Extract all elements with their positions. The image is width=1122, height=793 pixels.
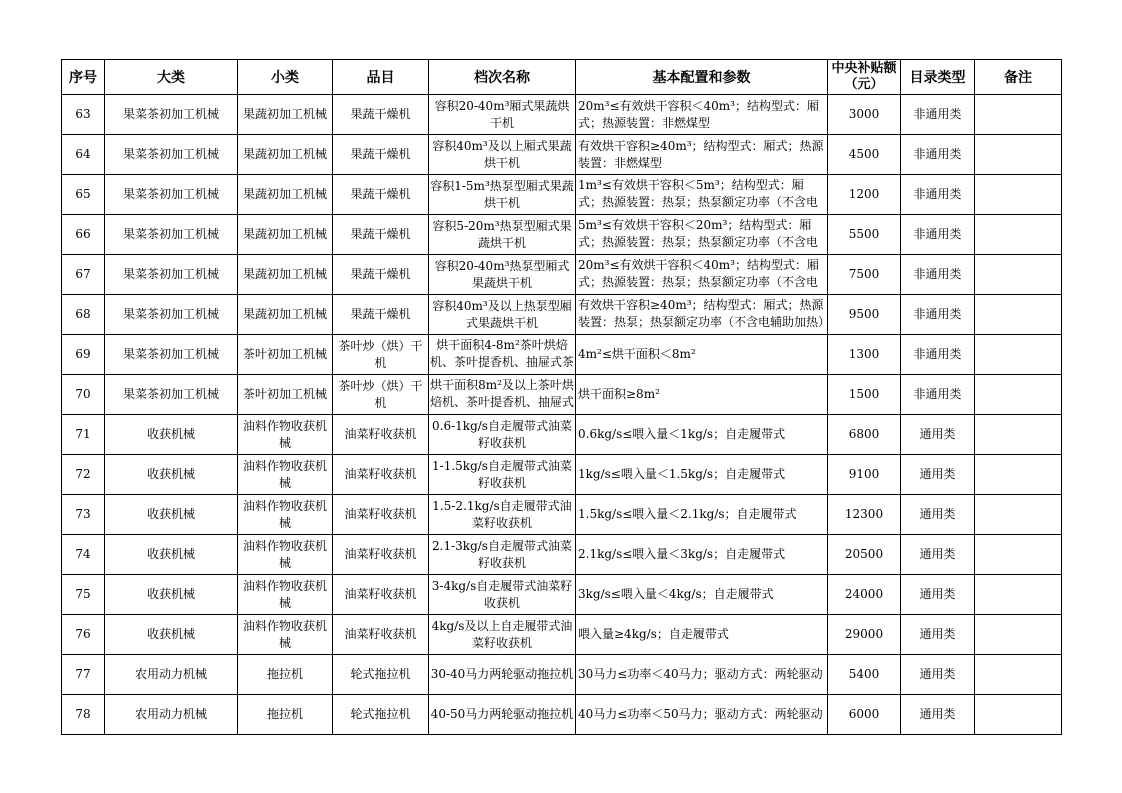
cell-subcategory [238,135,333,175]
cell-seq: 73 [62,495,105,535]
cell-config [576,615,828,655]
cell-category: 果菜茶初加工机械 [105,95,238,135]
table-row [62,535,1062,575]
cell-item [333,135,429,175]
cell-category: 农用动力机械 [105,695,238,735]
cell-subsidy: 6800 [828,415,901,455]
cell-seq: 65 [62,175,105,215]
cell-item [333,255,429,295]
cell-item [333,295,429,335]
cell-subcategory [238,455,333,495]
cell-note [975,95,1062,135]
cell-type: 非通用类 [901,375,975,415]
table-row [62,415,1062,455]
cell-config-text: 2.1kg/s≤喂入量＜3kg/s；自走履带式 [578,547,786,561]
cell-note [975,495,1062,535]
cell-type: 通用类 [901,455,975,495]
cell-subcategory-text: 果蔬初加工机械 [242,307,327,321]
cell-seq: 71 [62,415,105,455]
cell-grade-text: 容积40m³及以上厢式果蔬烘干机 [432,138,572,170]
header-note: 备注 [975,60,1062,95]
cell-item [333,695,429,735]
cell-item-text: 果蔬干燥机 [350,147,411,161]
cell-config-text: 烘干面积≥8m² [578,387,660,401]
cell-subcategory-text: 油料作物收获机械 [242,578,327,610]
cell-category: 收获机械 [105,415,238,455]
cell-seq: 64 [62,135,105,175]
subsidy-table [61,59,1062,735]
cell-subcategory [238,295,333,335]
header-subcategory: 小类 [238,60,333,95]
cell-seq: 67 [62,255,105,295]
cell-item [333,375,429,415]
cell-grade [429,575,576,615]
cell-subcategory-text: 果蔬初加工机械 [242,107,327,121]
table-row [62,135,1062,175]
cell-subsidy: 6000 [828,695,901,735]
cell-grade-text: 容积20-40m³热泵型厢式果蔬烘干机 [434,258,570,290]
table-body [62,95,1062,735]
cell-type: 非通用类 [901,95,975,135]
cell-type: 非通用类 [901,175,975,215]
cell-item-text: 果蔬干燥机 [350,187,411,201]
cell-config-text: 1m³≤有效烘干容积＜5m³；结构型式：厢式；热源装置：热泵；热泵额定功率（不含电 [578,177,819,209]
cell-seq: 76 [62,615,105,655]
cell-item [333,575,429,615]
header-config: 基本配置和参数 [576,60,828,95]
table-row [62,215,1062,255]
cell-seq: 70 [62,375,105,415]
cell-category: 收获机械 [105,495,238,535]
cell-seq: 75 [62,575,105,615]
cell-grade-text: 容积1-5m³热泵型厢式果蔬烘干机 [430,178,574,210]
cell-type: 通用类 [901,655,975,695]
cell-item-text: 茶叶炒（烘）干机 [338,338,423,370]
cell-type: 通用类 [901,495,975,535]
cell-config [576,255,828,295]
cell-item [333,335,429,375]
cell-seq: 78 [62,695,105,735]
cell-grade [429,695,576,735]
cell-config [576,455,828,495]
cell-category: 收获机械 [105,455,238,495]
cell-item [333,215,429,255]
cell-item-text: 茶叶炒（烘）干机 [338,378,423,410]
cell-item-text: 果蔬干燥机 [350,307,411,321]
cell-config-text: 20m³≤有效烘干容积＜40m³；结构型式：厢式；热源装置：非燃煤型 [578,98,819,130]
cell-subcategory-text: 拖拉机 [266,707,303,721]
cell-subcategory [238,215,333,255]
cell-item-text: 果蔬干燥机 [350,227,411,241]
cell-category: 收获机械 [105,575,238,615]
cell-seq: 77 [62,655,105,695]
table-row [62,375,1062,415]
cell-config [576,375,828,415]
cell-grade [429,375,576,415]
cell-subcategory-text: 油料作物收获机械 [242,538,327,570]
cell-subcategory [238,375,333,415]
cell-type: 非通用类 [901,255,975,295]
cell-item [333,495,429,535]
cell-subcategory-text: 果蔬初加工机械 [242,267,327,281]
header-seq: 序号 [62,60,105,95]
table-row [62,455,1062,495]
cell-item [333,455,429,495]
cell-config-text: 20m³≤有效烘干容积＜40m³；结构型式：厢式；热源装置：热泵；热泵额定功率（不含电 [578,257,819,289]
cell-config-text: 5m³≤有效烘干容积＜20m³；结构型式：厢式；热源装置：热泵；热泵额定功率（不含电 [578,217,819,249]
table-row [62,495,1062,535]
cell-config [576,575,828,615]
cell-grade [429,415,576,455]
cell-config-text: 40马力≤功率＜50马力；驱动方式：两轮驱动 [578,707,823,721]
cell-subsidy: 1300 [828,335,901,375]
cell-config-text: 1kg/s≤喂入量＜1.5kg/s；自走履带式 [578,467,786,481]
cell-grade [429,455,576,495]
cell-subcategory-text: 茶叶初加工机械 [242,347,327,361]
cell-grade-text: 30-40马力两轮驱动拖拉机 [430,667,574,681]
cell-subsidy: 24000 [828,575,901,615]
cell-item [333,175,429,215]
cell-grade-text: 容积20-40m³厢式果蔬烘干机 [434,98,570,130]
cell-note [975,535,1062,575]
cell-config [576,295,828,335]
cell-subsidy: 12300 [828,495,901,535]
cell-grade-text: 4kg/s及以上自走履带式油菜籽收获机 [431,618,573,650]
cell-subcategory-text: 果蔬初加工机械 [242,227,327,241]
cell-config [576,655,828,695]
cell-item [333,415,429,455]
cell-category: 果菜茶初加工机械 [105,135,238,175]
cell-grade-text: 1-1.5kg/s自走履带式油菜籽收获机 [432,458,572,490]
cell-grade-text: 40-50马力两轮驱动拖拉机 [430,707,574,721]
cell-grade [429,95,576,135]
cell-grade-text: 烘干面积8m²及以上茶叶烘焙机、茶叶提香机、抽屉式 [429,377,574,409]
cell-type: 非通用类 [901,215,975,255]
cell-subcategory-text: 果蔬初加工机械 [242,147,327,161]
cell-seq: 63 [62,95,105,135]
cell-subcategory-text: 茶叶初加工机械 [242,387,327,401]
cell-grade [429,175,576,215]
cell-subcategory [238,535,333,575]
cell-subsidy: 1500 [828,375,901,415]
cell-seq: 72 [62,455,105,495]
cell-item [333,615,429,655]
cell-category: 果菜茶初加工机械 [105,255,238,295]
cell-config-text: 喂入量≥4kg/s；自走履带式 [578,627,729,641]
cell-subsidy: 29000 [828,615,901,655]
header-grade: 档次名称 [429,60,576,95]
cell-grade-text: 3-4kg/s自走履带式油菜籽收获机 [431,578,573,610]
cell-note [975,335,1062,375]
cell-subcategory-text: 油料作物收获机械 [242,618,327,650]
cell-subcategory [238,575,333,615]
cell-category: 农用动力机械 [105,655,238,695]
cell-type: 非通用类 [901,335,975,375]
cell-grade-text: 容积5-20m³热泵型厢式果蔬烘干机 [432,218,572,250]
cell-grade-text: 1.5-2.1kg/s自走履带式油菜籽收获机 [432,498,572,530]
cell-note [975,295,1062,335]
cell-type: 非通用类 [901,135,975,175]
cell-note [975,135,1062,175]
cell-config-text: 有效烘干容积≥40m³；结构型式：厢式；热源装置：非燃煤型 [578,138,824,170]
cell-subcategory [238,95,333,135]
cell-grade-text: 烘干面积4-8m²茶叶烘焙机、茶叶提香机、抽屉式茶 [429,337,574,369]
cell-type: 通用类 [901,575,975,615]
cell-subcategory-text: 果蔬初加工机械 [242,187,327,201]
cell-subcategory-text: 油料作物收获机械 [242,498,327,530]
cell-type: 通用类 [901,695,975,735]
cell-grade [429,255,576,295]
cell-note [975,615,1062,655]
cell-config-text: 有效烘干容积≥40m³；结构型式：厢式；热源装置：热泵；热泵额定功率（不含电辅助加热） [578,297,825,329]
cell-grade [429,295,576,335]
cell-type: 通用类 [901,535,975,575]
cell-config-text: 1.5kg/s≤喂入量＜2.1kg/s；自走履带式 [578,507,797,521]
table-row [62,295,1062,335]
cell-type: 通用类 [901,415,975,455]
cell-category: 果菜茶初加工机械 [105,295,238,335]
cell-subcategory [238,655,333,695]
cell-note [975,575,1062,615]
cell-subcategory [238,615,333,655]
cell-grade [429,615,576,655]
cell-config [576,95,828,135]
cell-subsidy: 5500 [828,215,901,255]
cell-grade-text: 2.1-3kg/s自走履带式油菜籽收获机 [432,538,572,570]
cell-note [975,215,1062,255]
cell-subsidy: 20500 [828,535,901,575]
cell-item-text: 油菜籽收获机 [344,627,417,641]
cell-grade-text: 0.6-1kg/s自走履带式油菜籽收获机 [432,418,572,450]
cell-subsidy: 9100 [828,455,901,495]
cell-config [576,495,828,535]
cell-subcategory-text: 拖拉机 [266,667,303,681]
cell-note [975,375,1062,415]
cell-config [576,415,828,455]
cell-config-text: 4m²≤烘干面积＜8m² [578,347,696,361]
header-type: 目录类型 [901,60,975,95]
cell-item-text: 油菜籽收获机 [344,507,417,521]
cell-note [975,415,1062,455]
cell-subcategory [238,255,333,295]
table-row [62,175,1062,215]
cell-item-text: 果蔬干燥机 [350,107,411,121]
cell-note [975,655,1062,695]
cell-item-text: 轮式拖拉机 [350,667,411,681]
cell-subsidy: 3000 [828,95,901,135]
cell-item-text: 油菜籽收获机 [344,427,417,441]
cell-subcategory-text: 油料作物收获机械 [242,418,327,450]
cell-subcategory [238,415,333,455]
cell-config-text: 3kg/s≤喂入量＜4kg/s；自走履带式 [578,587,774,601]
cell-item [333,655,429,695]
cell-item-text: 轮式拖拉机 [350,707,411,721]
cell-subcategory [238,175,333,215]
cell-type: 非通用类 [901,295,975,335]
cell-subcategory [238,695,333,735]
cell-subcategory-text: 油料作物收获机械 [242,458,327,490]
cell-config [576,695,828,735]
table-row [62,255,1062,295]
cell-category: 果菜茶初加工机械 [105,335,238,375]
header-category: 大类 [105,60,238,95]
header-subsidy: 中央补贴额（元） [828,60,901,95]
cell-category: 收获机械 [105,615,238,655]
table-row [62,695,1062,735]
cell-grade [429,495,576,535]
cell-subcategory [238,335,333,375]
cell-category: 果菜茶初加工机械 [105,375,238,415]
cell-item-text: 油菜籽收获机 [344,547,417,561]
cell-item [333,95,429,135]
cell-seq: 68 [62,295,105,335]
cell-grade [429,215,576,255]
cell-grade [429,335,576,375]
cell-subsidy: 4500 [828,135,901,175]
cell-grade [429,135,576,175]
header-row [62,60,1062,95]
cell-note [975,175,1062,215]
cell-seq: 74 [62,535,105,575]
table-row [62,575,1062,615]
cell-config [576,535,828,575]
table-row [62,335,1062,375]
cell-type: 通用类 [901,615,975,655]
table-row [62,615,1062,655]
cell-item-text: 油菜籽收获机 [344,587,417,601]
cell-grade-text: 容积40m³及以上热泵型厢式果蔬烘干机 [432,298,572,330]
cell-config-text: 30马力≤功率＜40马力；驱动方式：两轮驱动 [578,667,823,681]
cell-item-text: 油菜籽收获机 [344,467,417,481]
cell-config [576,215,828,255]
cell-note [975,695,1062,735]
cell-seq: 66 [62,215,105,255]
cell-subsidy: 1200 [828,175,901,215]
cell-config [576,175,828,215]
cell-category: 果菜茶初加工机械 [105,215,238,255]
cell-subcategory [238,495,333,535]
cell-config [576,335,828,375]
cell-config-text: 0.6kg/s≤喂入量＜1kg/s；自走履带式 [578,427,786,441]
header-item: 品目 [333,60,429,95]
table-row [62,655,1062,695]
cell-subsidy: 5400 [828,655,901,695]
cell-item [333,535,429,575]
cell-category: 收获机械 [105,535,238,575]
cell-subsidy: 7500 [828,255,901,295]
cell-category: 果菜茶初加工机械 [105,175,238,215]
cell-note [975,455,1062,495]
cell-subsidy: 9500 [828,295,901,335]
cell-item-text: 果蔬干燥机 [350,267,411,281]
table-row [62,95,1062,135]
cell-seq: 69 [62,335,105,375]
cell-config [576,135,828,175]
cell-grade [429,655,576,695]
cell-grade [429,535,576,575]
cell-note [975,255,1062,295]
